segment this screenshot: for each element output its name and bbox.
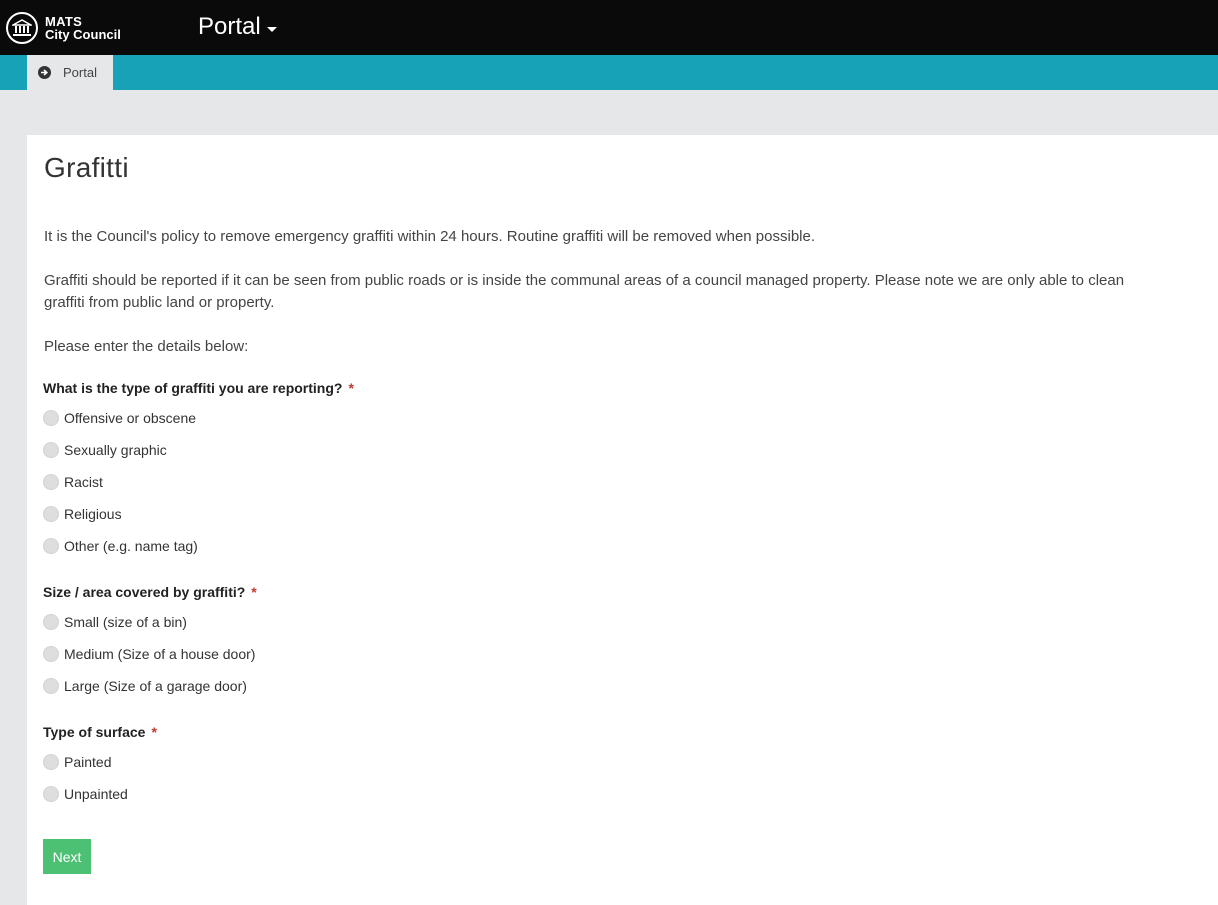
radio-button[interactable] [43,474,59,490]
caret-down-icon [267,27,277,32]
radio-option[interactable] [43,410,196,426]
form-card [27,135,1218,905]
radio-label: Other (e.g. name tag) [64,538,198,554]
radio-button[interactable] [43,442,59,458]
radio-option[interactable] [43,646,255,662]
radio-option[interactable] [43,538,198,554]
brand-subtitle: City Council [45,27,121,42]
radio-label: Offensive or obscene [64,410,197,426]
radio-option[interactable] [43,614,187,630]
radio-label: Small (size of a bin) [64,614,187,630]
radio-label: Religious [64,506,122,522]
required-marker: * [251,584,257,600]
brand-logo-link[interactable] [6,10,121,46]
radio-button[interactable] [43,614,59,630]
radio-option[interactable] [43,474,103,490]
brand-text [45,15,121,41]
radio-button[interactable] [43,410,59,426]
portal-dropdown[interactable] [198,13,277,41]
radio-option[interactable] [43,506,122,522]
question-graffiti-type [43,380,354,396]
radio-button[interactable] [43,506,59,522]
building-icon [6,12,38,44]
radio-label: Unpainted [64,786,128,802]
question-surface-type [43,724,157,740]
radio-label: Medium (Size of a house door) [64,646,256,662]
portal-dropdown-label: Portal [198,13,261,40]
question-graffiti-size [43,584,257,600]
radio-option[interactable] [43,678,247,694]
brand-name: MATS [45,14,83,29]
next-button[interactable]: Next [43,839,91,874]
radio-option[interactable] [43,442,167,458]
radio-label: Racist [64,474,103,490]
page-title: Grafitti [44,152,129,183]
radio-label: Sexually graphic [64,442,167,458]
required-marker: * [348,380,354,396]
radio-option[interactable] [43,786,128,802]
radio-option[interactable] [43,754,111,770]
radio-button[interactable] [43,786,59,802]
radio-label: Painted [64,754,112,770]
arrow-circle-right-icon [38,66,51,79]
radio-button[interactable] [43,678,59,694]
question-label: Size / area covered by graffiti? [43,584,246,600]
instructions-text: Please enter the details below: [44,338,249,355]
top-navbar [0,0,1218,55]
question-label: What is the type of graffiti you are reporting? [43,380,343,396]
radio-button[interactable] [43,754,59,770]
radio-button[interactable] [43,646,59,662]
reporting-info-text: Graffiti should be reported if it can be seen from public roads or is inside the communal areas of a council managed property. Please note we are only able to clean graffiti from public land or property. [44,272,1125,311]
radio-button[interactable] [43,538,59,554]
policy-text: It is the Council's policy to remove emergency graffiti within 24 hours. Routine graffiti will be removed when possible. [44,228,816,245]
breadcrumb-label: Portal [63,65,97,80]
breadcrumb-portal[interactable] [27,55,113,90]
breadcrumb-bar [0,55,1218,90]
required-marker: * [151,724,157,740]
question-label: Type of surface [43,724,146,740]
radio-label: Large (Size of a garage door) [64,678,247,694]
